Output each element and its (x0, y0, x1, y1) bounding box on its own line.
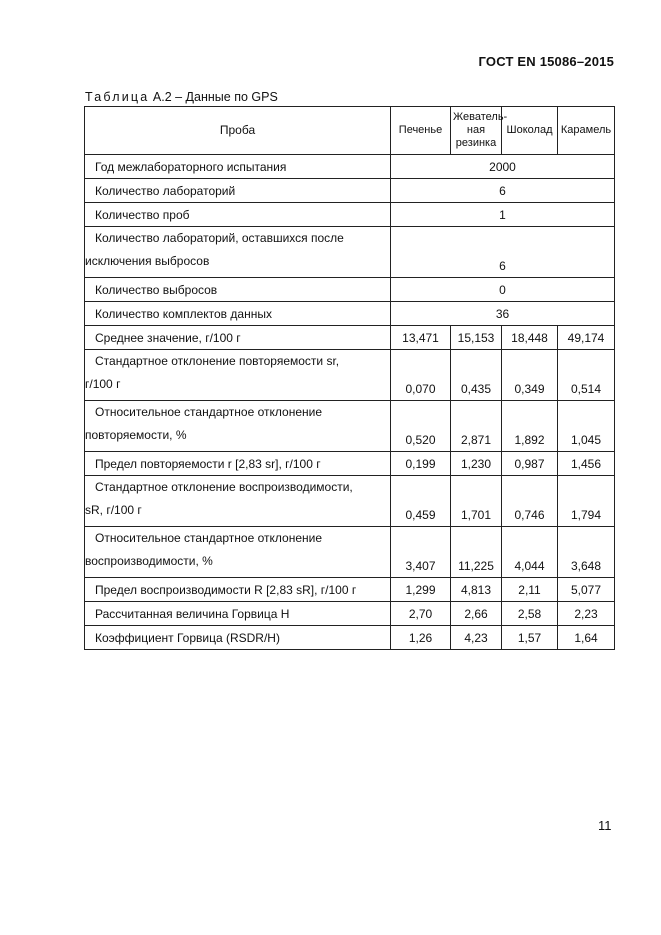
table-row (85, 179, 615, 203)
table-header-row (85, 107, 615, 155)
row-label-line1: Относительное стандартное отклонение (95, 531, 322, 545)
row-label-line2: воспроизводимости, % (85, 554, 213, 568)
row-label: Количество проб (85, 203, 391, 227)
merged-value-cell: 2000 (391, 155, 615, 179)
value-cell: 4,044 (502, 527, 558, 578)
table-row (85, 227, 615, 278)
table-row (85, 155, 615, 179)
row-label: Предел воспроизводимости R [2,83 sR], г/100 г (85, 578, 391, 602)
value-cell: 1,299 (391, 578, 451, 602)
value-cell: 2,11 (502, 578, 558, 602)
row-label (85, 401, 391, 452)
value-cell: 1,892 (502, 401, 558, 452)
value-cell: 5,077 (558, 578, 615, 602)
value-cell: 3,407 (391, 527, 451, 578)
row-label-line2: sR, г/100 г (85, 503, 142, 517)
table-row (85, 278, 615, 302)
row-label-line2: исключения выбросов (85, 254, 210, 268)
table-row (85, 203, 615, 227)
table-row (85, 401, 615, 452)
value-cell: 0,199 (391, 452, 451, 476)
value-cell: 4,23 (451, 626, 502, 650)
row-label (85, 227, 391, 278)
row-label (85, 476, 391, 527)
row-label: Количество выбросов (85, 278, 391, 302)
value-cell: 0,514 (558, 350, 615, 401)
table-row (85, 350, 615, 401)
value-cell: 2,70 (391, 602, 451, 626)
header-caramel: Карамель (558, 107, 615, 155)
table-row (85, 626, 615, 650)
value-cell: 1,230 (451, 452, 502, 476)
value-cell: 1,794 (558, 476, 615, 527)
value-cell: 4,813 (451, 578, 502, 602)
merged-value-cell: 6 (391, 179, 615, 203)
value-cell: 1,456 (558, 452, 615, 476)
row-label (85, 350, 391, 401)
table-row (85, 602, 615, 626)
value-cell: 1,701 (451, 476, 502, 527)
row-label (85, 527, 391, 578)
value-cell: 1,26 (391, 626, 451, 650)
value-cell: 11,225 (451, 527, 502, 578)
merged-value-cell: 36 (391, 302, 615, 326)
caption-text: А.2 – Данные по GPS (149, 90, 278, 104)
header-sample: Проба (85, 107, 391, 155)
standard-id: ГОСТ EN 15086–2015 (478, 54, 614, 69)
row-label: Среднее значение, г/100 г (85, 326, 391, 350)
row-label-line1: Относительное стандартное отклонение (95, 405, 322, 419)
row-label: Количество лабораторий (85, 179, 391, 203)
row-label-line1: Стандартное отклонение воспроизводимости, (95, 480, 353, 494)
value-cell: 18,448 (502, 326, 558, 350)
row-label: Коэффициент Горвица (RSDR/H) (85, 626, 391, 650)
value-cell: 1,045 (558, 401, 615, 452)
caption-table-word: Таблица (85, 90, 150, 104)
header-chewing-gum: Жеватель-ная резинка (451, 107, 502, 155)
table-row (85, 476, 615, 527)
row-label: Количество комплектов данных (85, 302, 391, 326)
table-row (85, 302, 615, 326)
table-row (85, 578, 615, 602)
value-cell: 1,64 (558, 626, 615, 650)
row-label: Год межлабораторного испытания (85, 155, 391, 179)
merged-value-cell: 1 (391, 203, 615, 227)
value-cell: 2,23 (558, 602, 615, 626)
row-label-line2: повторяемости, % (85, 428, 187, 442)
value-cell: 0,987 (502, 452, 558, 476)
page-number: 11 (598, 818, 612, 833)
table-caption (85, 90, 278, 104)
merged-value-cell: 6 (391, 227, 615, 278)
value-cell: 3,648 (558, 527, 615, 578)
value-cell: 2,871 (451, 401, 502, 452)
table-row (85, 452, 615, 476)
header-cookies: Печенье (391, 107, 451, 155)
gps-data-table (84, 106, 615, 650)
row-label: Предел повторяемости r [2,83 sr], г/100 г (85, 452, 391, 476)
value-cell: 0,520 (391, 401, 451, 452)
value-cell: 0,070 (391, 350, 451, 401)
row-label-line1: Стандартное отклонение повторяемости sr, (95, 354, 340, 368)
value-cell: 0,435 (451, 350, 502, 401)
value-cell: 15,153 (451, 326, 502, 350)
value-cell: 13,471 (391, 326, 451, 350)
merged-value-cell: 0 (391, 278, 615, 302)
table-row (85, 326, 615, 350)
value-cell: 49,174 (558, 326, 615, 350)
row-label-line1: Количество лабораторий, оставшихся после (95, 231, 344, 245)
table-row (85, 527, 615, 578)
row-label-line2: г/100 г (85, 377, 121, 391)
row-label: Рассчитанная величина Горвица H (85, 602, 391, 626)
header-chocolate: Шоколад (502, 107, 558, 155)
value-cell: 1,57 (502, 626, 558, 650)
value-cell: 0,459 (391, 476, 451, 527)
value-cell: 2,58 (502, 602, 558, 626)
value-cell: 0,746 (502, 476, 558, 527)
value-cell: 2,66 (451, 602, 502, 626)
value-cell: 0,349 (502, 350, 558, 401)
